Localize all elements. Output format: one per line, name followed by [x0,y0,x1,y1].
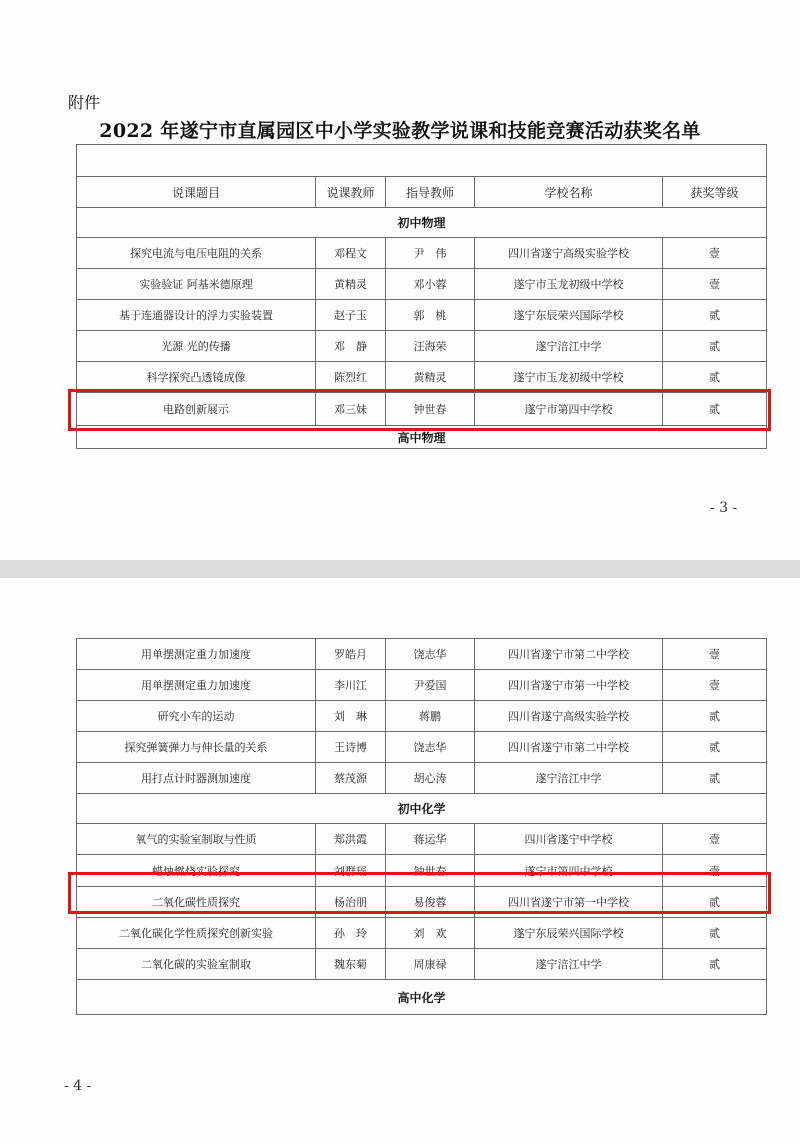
cell-teacher: 赵子玉 [316,300,386,331]
table-row [77,639,767,670]
cell-school: 四川省遂宁市第二中学校 [475,732,663,763]
table-row [77,670,767,701]
cell-award: 贰 [663,763,767,794]
table-row [77,732,767,763]
cell-school: 遂宁市第四中学校 [475,855,663,887]
document-title: 2022 年遂宁市直属园区中小学实验教学说课和技能竞赛活动获奖名单 [99,120,701,142]
cell-award: 壹 [663,639,767,670]
cell-topic: 探究电流与电压电阻的关系 [77,238,316,269]
table-row [77,331,767,362]
cell-teacher: 孙 玲 [316,918,386,949]
cell-award: 壹 [663,670,767,701]
cell-school: 四川省遂宁高级实验学校 [475,701,663,732]
cell-award: 贰 [663,701,767,732]
cell-teacher: 邓 静 [316,331,386,362]
cell-school: 遂宁市玉龙初级中学校 [475,362,663,393]
cell-award: 贰 [663,331,767,362]
cell-school: 遂宁市玉龙初级中学校 [475,269,663,300]
cell-advisor: 钟世春 [386,393,475,426]
cell-teacher: 邓程文 [316,238,386,269]
cell-advisor: 郭 桃 [386,300,475,331]
header-award-level: 获奖等级 [663,177,767,208]
table-row [77,918,767,949]
cell-topic: 基于连通器设计的浮力实验装置 [77,300,316,331]
document-page-4 [0,578,800,1144]
cell-topic: 用单摆测定重力加速度 [77,670,316,701]
cell-advisor: 蒋鹏 [386,701,475,732]
cell-advisor: 胡心涛 [386,763,475,794]
cell-award: 贰 [663,887,767,918]
page-number: - 3 - [710,500,738,516]
cell-topic: 二氧化碳的实验室制取 [77,949,316,980]
document-page-3 [0,0,800,560]
section-junior-physics: 初中物理 [77,208,767,238]
cell-teacher: 黄精灵 [316,269,386,300]
cell-advisor: 邓小蓉 [386,269,475,300]
cell-school: 遂宁涪江中学 [475,331,663,362]
cell-teacher: 邓三妹 [316,393,386,426]
cell-award: 贰 [663,949,767,980]
table-blank-row [77,145,767,177]
section-senior-chemistry: 高中化学 [77,980,767,1015]
cell-advisor: 饶志华 [386,732,475,763]
cell-school: 四川省遂宁市第二中学校 [475,639,663,670]
cell-advisor: 尹爱国 [386,670,475,701]
cell-award: 壹 [663,824,767,855]
cell-topic: 探究弹簧弹力与伸长量的关系 [77,732,316,763]
cell-award: 贰 [663,732,767,763]
cell-teacher: 魏东菊 [316,949,386,980]
cell-advisor: 易俊蓉 [386,887,475,918]
cell-teacher: 郑洪霞 [316,824,386,855]
cell-award: 壹 [663,269,767,300]
cell-topic: 研究小车的运动 [77,701,316,732]
table-row [77,238,767,269]
attachment-label: 附件 [68,93,101,112]
cell-school: 四川省遂宁市第一中学校 [475,887,663,918]
cell-advisor: 蒋运华 [386,824,475,855]
cell-teacher: 罗皓月 [316,639,386,670]
cell-school: 遂宁市第四中学校 [475,393,663,426]
cell-advisor: 周康禄 [386,949,475,980]
cell-teacher: 王诗博 [316,732,386,763]
highlight-box [68,872,771,914]
cell-teacher: 刘群瑶 [316,855,386,887]
cell-advisor: 饶志华 [386,639,475,670]
header-school: 学校名称 [475,177,663,208]
cell-advisor: 黄精灵 [386,362,475,393]
cell-topic: 用打点计时器测加速度 [77,763,316,794]
cell-topic: 科学探究凸透镜成像 [77,362,316,393]
section-senior-physics: 高中物理 [77,426,767,449]
cell-topic: 蜡烛燃烧实验探究 [77,855,316,887]
page-number: - 4 - [64,1078,92,1094]
section-junior-chemistry: 初中化学 [77,794,767,824]
cell-advisor: 汪海荣 [386,331,475,362]
table-header-row [77,177,767,208]
cell-school: 遂宁涪江中学 [475,949,663,980]
header-teacher: 说课教师 [316,177,386,208]
cell-school: 遂宁涪江中学 [475,763,663,794]
highlight-box [68,389,771,431]
cell-school: 四川省遂宁市第一中学校 [475,670,663,701]
table-row [77,362,767,393]
cell-topic: 二氧化碳化学性质探究创新实验 [77,918,316,949]
cell-advisor: 尹 伟 [386,238,475,269]
cell-topic: 光源 光的传播 [77,331,316,362]
cell-award: 贰 [663,362,767,393]
cell-award: 贰 [663,393,767,426]
cell-school: 遂宁东辰荣兴国际学校 [475,918,663,949]
cell-school: 遂宁东辰荣兴国际学校 [475,300,663,331]
cell-teacher: 杨治朋 [316,887,386,918]
table-row [77,701,767,732]
section-row [77,980,767,1015]
table-row [77,949,767,980]
cell-advisor: 刘 欢 [386,918,475,949]
table-row [77,300,767,331]
cell-award: 贰 [663,300,767,331]
cell-topic: 电路创新展示 [77,393,316,426]
header-topic: 说课题目 [77,177,316,208]
table-row [77,269,767,300]
cell-school: 四川省遂宁中学校 [475,824,663,855]
cell-topic: 氧气的实验室制取与性质 [77,824,316,855]
cell-school: 四川省遂宁高级实验学校 [475,238,663,269]
table-row [77,763,767,794]
header-advisor: 指导教师 [386,177,475,208]
cell-topic: 实验验证 阿基米德原理 [77,269,316,300]
cell-award: 贰 [663,918,767,949]
table-row [77,824,767,855]
award-table-page-4 [76,638,767,1015]
cell-teacher: 蔡茂源 [316,763,386,794]
cell-topic: 用单摆测定重力加速度 [77,639,316,670]
cell-award: 壹 [663,855,767,887]
section-row [77,794,767,824]
cell-award: 壹 [663,238,767,269]
cell-teacher: 李川江 [316,670,386,701]
section-row [77,208,767,238]
cell-teacher: 刘 琳 [316,701,386,732]
cell-topic: 二氧化碳性质探究 [77,887,316,918]
cell-teacher: 陈烈红 [316,362,386,393]
cell-advisor: 钟世春 [386,855,475,887]
